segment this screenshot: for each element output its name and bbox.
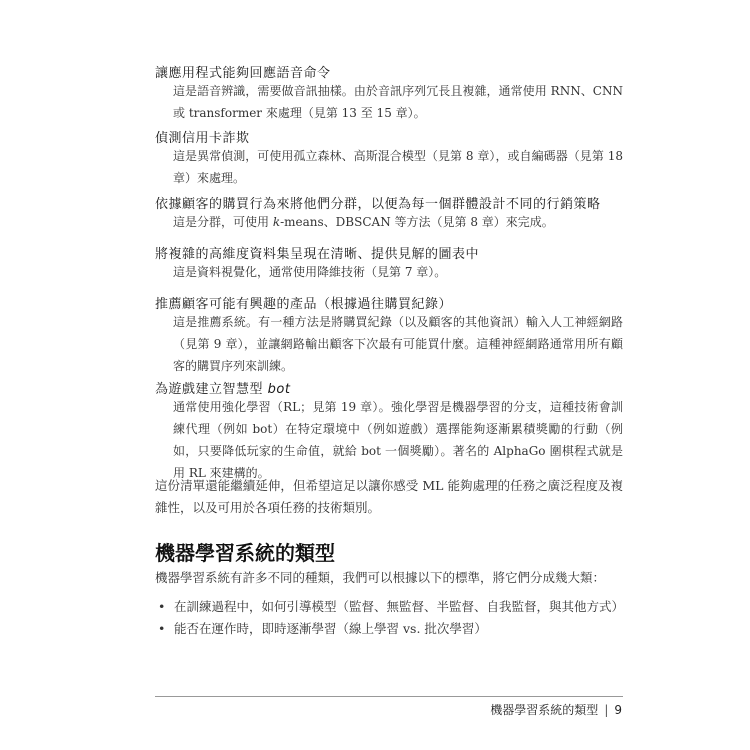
section-heading: 機器學習系統的類型: [155, 541, 335, 565]
list-item: [158, 597, 624, 615]
entry-term-clustering: 依據顧客的購買行為來將他們分群，以便為每一個群體設計不同的行銷策略: [155, 197, 601, 212]
entry-desc-clustering: [173, 211, 623, 233]
list-item-text: 能否在運作時，即時逐漸學習（線上學習 vs. 批次學習）: [174, 621, 487, 636]
entry-desc-recommender: 這是推薦系統。有一種方法是將購買紀錄（以及顧客的其他資訊）輸入人工神經網路（見第 9 章），並讓網路輸出顧客下次最有可能買什麼。這種神經網路通常用所有顧客的購買序列來訓練。: [173, 315, 623, 373]
entry-term-voice: 讓應用程式能夠回應語音命令: [155, 66, 331, 81]
page-number: 9: [614, 703, 622, 717]
entry-desc-visualization: 這是資料視覺化，通常使用降維技術（見第 7 章）。: [173, 265, 447, 279]
desc-post: -means、DBSCAN 等方法（見第 8 章）來完成。: [280, 215, 554, 229]
entry-desc-game-bot: 通常使用強化學習（RL；見第 19 章）。強化學習是機器學習的分支，這種技術會訓練代理（例如 bot）在特定環境中（例如遊戲）選擇能夠逐漸累積獎勵的行動（例如，只要降低玩家的生命值，就給 bot 一個獎勵）。著名的 AlphaGo 圍棋程式就是用 RL 來建構的。: [173, 400, 623, 480]
desc-emphasis: k: [272, 215, 281, 229]
section-intro: 機器學習系統有許多不同的種類，我們可以根據以下的標準，將它們分成幾大類：: [155, 570, 606, 585]
desc-pre: 這是分群，可使用: [173, 215, 273, 229]
entry-desc-voice: 這是語音辨識，需要做音訊抽樣。由於音訊序列冗長且複雜，通常使用 RNN、CNN 或 transformer 來處理（見第 13 至 15 章）。: [173, 84, 623, 120]
term-pre: 為遊戲建立智慧型: [155, 382, 268, 397]
page-footer: [490, 701, 622, 718]
term-emphasis: bot: [267, 382, 291, 397]
entry-desc-fraud: 這是異常偵測，可使用孤立森林、高斯混合模型（見第 8 章），或自編碼器（見第 18 章）來處理。: [173, 149, 623, 185]
bullet-icon: •: [158, 621, 166, 636]
bullet-icon: •: [158, 599, 166, 614]
entry-term-fraud: 偵測信用卡詐欺: [155, 131, 250, 146]
entry-term-recommender: 推薦顧客可能有興趣的產品（根據過往購買紀錄）: [155, 297, 453, 312]
entry-term-game-bot: [155, 378, 290, 397]
footer-divider: [155, 696, 623, 697]
footer-separator: |: [604, 703, 609, 717]
list-item-text: 在訓練過程中，如何引導模型（監督、無監督、半監督、自我監督，與其他方式）: [174, 599, 625, 614]
entry-term-visualization: 將複雜的高維度資料集呈現在清晰、提供見解的圖表中: [155, 247, 480, 262]
footer-chapter-title: 機器學習系統的類型: [490, 703, 599, 717]
list-item: [158, 619, 487, 637]
closing-paragraph: 這份清單還能繼續延伸，但希望這足以讓你感受 ML 能夠處理的任務之廣泛程度及複雜性，以及可用於各項任務的技術類別。: [155, 478, 623, 515]
